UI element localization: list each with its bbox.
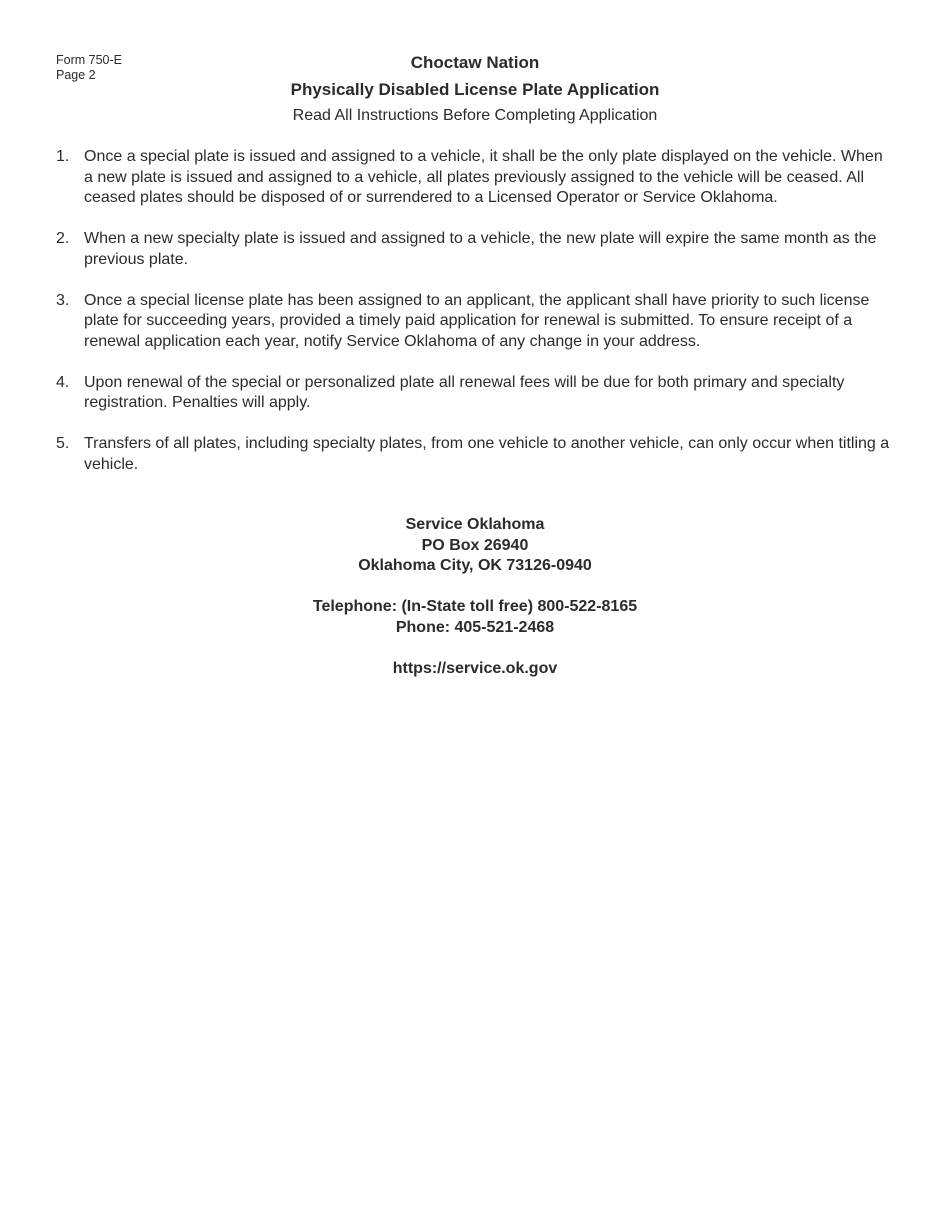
instruction-number: 1.	[56, 148, 70, 165]
spacer	[0, 638, 950, 659]
document-subtitle: Physically Disabled License Plate Application	[290, 80, 660, 99]
instruction-text: When a new specialty plate is issued and assigned to a vehicle, the new plate will expire the same month as the previous plate.	[84, 230, 877, 268]
instruction-text: Once a special plate is issued and assigned to a vehicle, it shall be the only plate displayed on the vehicle. When a new plate is issued and assigned to a vehicle, all plates previously assigned to the vehicle will be ceased. All ceased plates should be disposed of or surrendered to a Licensed Operator or Service Oklahoma.	[84, 148, 883, 206]
document-title: Choctaw Nation	[410, 53, 540, 72]
contact-organization: Service Oklahoma	[405, 516, 545, 533]
instruction-number: 4.	[56, 373, 70, 391]
contact-po-box: PO Box 26940	[421, 536, 529, 554]
contact-block	[0, 515, 950, 679]
instruction-item	[56, 291, 896, 353]
document-header	[0, 52, 950, 126]
instruction-item	[56, 147, 896, 209]
instruction-text: Transfers of all plates, including specialty plates, from one vehicle to another vehicle, can only occur when titling a vehicle.	[84, 435, 890, 473]
contact-phone: Phone: 405-521-2468	[395, 618, 555, 636]
contact-city-state-zip: Oklahoma City, OK 73126-0940	[358, 557, 592, 574]
instructions-list	[56, 147, 896, 496]
instruction-item	[56, 373, 896, 414]
spacer	[0, 577, 950, 598]
instruction-text: Upon renewal of the special or personalized plate all renewal fees will be due for both primary and specialty registration. Penalties will apply.	[84, 373, 845, 411]
instruction-text: Once a special license plate has been assigned to an applicant, the applicant shall have priority to such license plate for succeeding years, provided a timely paid application for renewal is submitted. To ensure receipt of a renewal application each year, notify Service Oklahoma of any change in your address.	[84, 291, 870, 350]
contact-website-link[interactable]: https://service.ok.gov	[392, 659, 558, 677]
instruction-item	[56, 229, 896, 270]
instruction-number: 2.	[56, 230, 70, 247]
read-instructions-note: Read All Instructions Before Completing Application	[292, 107, 658, 124]
page-number: Page 2	[56, 68, 96, 82]
instruction-number: 3.	[56, 291, 70, 309]
instruction-item	[56, 434, 896, 475]
instruction-number: 5.	[56, 435, 70, 452]
form-number: Form 750-E	[56, 53, 122, 67]
contact-telephone: Telephone: (In-State toll free) 800-522-8165	[312, 598, 638, 615]
